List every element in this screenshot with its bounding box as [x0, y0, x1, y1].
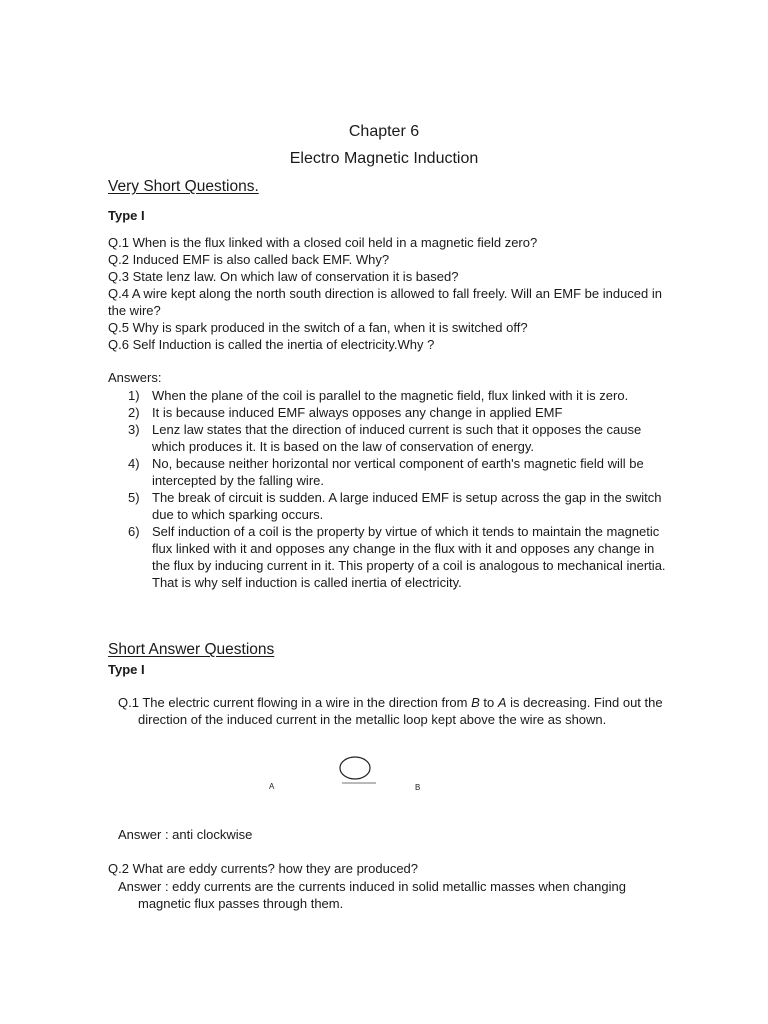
- very-short-type-label: Type I: [108, 208, 145, 223]
- answer-number: 3): [128, 422, 140, 437]
- q1-prefix: Q.1 The electric current flowing in a wire in the direction from: [118, 695, 472, 710]
- answer-number: 1): [128, 388, 140, 403]
- chapter-title: Chapter 6: [348, 123, 420, 140]
- answer-item: [108, 455, 668, 489]
- answer-number: 2): [128, 405, 140, 420]
- answer-number: 4): [128, 456, 140, 471]
- very-short-heading: Very Short Questions.: [108, 178, 259, 195]
- answer-item: [108, 404, 668, 421]
- answer-text: Lenz law states that the direction of induced current is such that it opposes the cause which produces it. It is based on the law of conservation of energy.: [152, 422, 642, 454]
- answer-item: [108, 421, 668, 455]
- answer-text: It is because induced EMF always opposes any change in applied EMF: [152, 405, 563, 420]
- question-item: Q.5 Why is spark produced in the switch of a fan, when it is switched off?: [108, 320, 528, 335]
- q1-mid: to: [479, 695, 498, 710]
- answer-item: [108, 387, 668, 404]
- chapter-subject: Electro Magnetic Induction: [289, 150, 479, 167]
- q1-point-b: B: [471, 695, 480, 710]
- answer-item: [108, 523, 668, 591]
- answer-list: [108, 387, 668, 591]
- q1-suffix: is decreasing. Find out the direction of the induced current in the metallic loop kept above the wire as shown.: [138, 695, 663, 727]
- answer-number: 6): [128, 524, 140, 539]
- short-answer-2: Answer : eddy currents are the currents induced in solid metallic masses when changing magnetic flux passes through them.: [118, 879, 626, 911]
- q1-point-a: A: [497, 695, 507, 710]
- metallic-loop: [340, 757, 370, 779]
- question-item: Q.6 Self Induction is called the inertia of electricity.Why ?: [108, 337, 435, 352]
- loop-wire-diagram: [260, 752, 440, 802]
- question-item: Q.1 When is the flux linked with a closed coil held in a magnetic field zero?: [108, 235, 538, 250]
- short-answer-1: Answer : anti clockwise: [118, 827, 253, 842]
- answer-text: Self induction of a coil is the property by virtue of which it tends to maintain the magnetic flux linked with it and opposes any change in the flux with it and opposes any change in the flux by inducing current in it. This property of a coil is analogous to mechanical inertia. That is why self induction is called inertia of electricity.: [152, 524, 666, 590]
- short-answer-heading: Short Answer Questions: [108, 641, 275, 658]
- question-item: Q.4 A wire kept along the north south direction is allowed to fall freely. Will an EMF be induced in the wire?: [108, 286, 662, 318]
- label-a: A: [269, 782, 275, 791]
- answer-text: When the plane of the coil is parallel to the magnetic field, flux linked with it is zero.: [152, 388, 629, 403]
- question-item: Q.3 State lenz law. On which law of conservation it is based?: [108, 269, 459, 284]
- answer-item: [108, 489, 668, 523]
- short-question-1: [118, 694, 678, 728]
- answers-label: Answers:: [108, 370, 162, 385]
- very-short-question-list: [108, 234, 668, 353]
- short-answer-type-label: Type I: [108, 662, 145, 677]
- answer-text: No, because neither horizontal nor vertical component of earth's magnetic field will be intercepted by the falling wire.: [152, 456, 644, 488]
- label-b: B: [415, 783, 421, 792]
- question-item: Q.2 Induced EMF is also called back EMF. Why?: [108, 252, 390, 267]
- answer-number: 5): [128, 490, 140, 505]
- answer-text: The break of circuit is sudden. A large induced EMF is setup across the gap in the switch due to which sparking occurs.: [152, 490, 662, 522]
- short-question-2: Q.2 What are eddy currents? how they are produced?: [108, 861, 419, 876]
